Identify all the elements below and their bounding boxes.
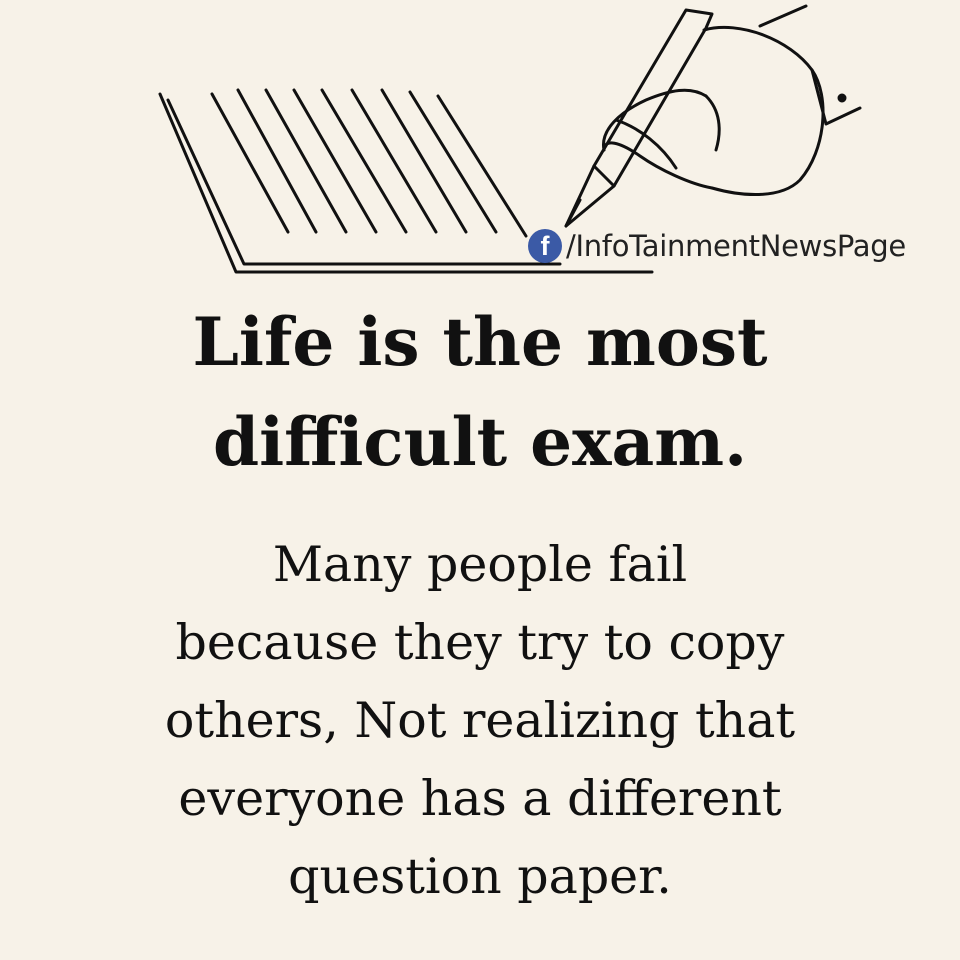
facebook-page-handle — [528, 226, 906, 266]
headline — [0, 292, 960, 492]
pen-icon — [566, 10, 712, 226]
hand-icon — [603, 6, 860, 195]
facebook-icon: f — [528, 229, 562, 263]
paper-lines — [212, 90, 526, 236]
headline-line-1: Life is the most — [192, 303, 768, 381]
body-line-3: others, Not realizing that — [164, 692, 796, 749]
body-line-5: question paper. — [288, 848, 672, 905]
body-line-4: everyone has a different — [178, 770, 782, 827]
page-handle-text: /InfoTainmentNewsPage — [566, 229, 906, 263]
quote-body — [0, 526, 960, 916]
body-line-2: because they try to copy — [175, 614, 785, 671]
headline-line-2: difficult exam. — [212, 403, 748, 481]
body-line-1: Many people fail — [272, 536, 688, 593]
